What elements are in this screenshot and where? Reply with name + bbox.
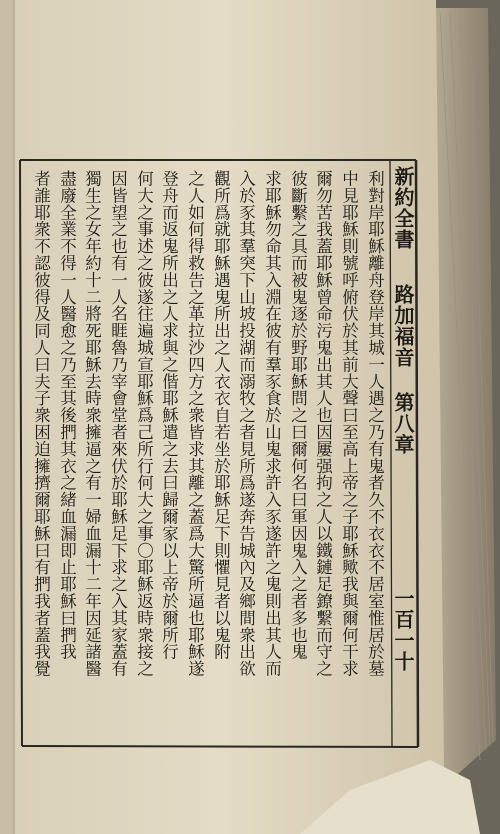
gospel-title: 路加福音 [391, 284, 415, 368]
text-column-4: 彼斷繫之具而被鬼逐於野耶穌問之曰爾何名曰軍因鬼入之者多也鬼 [288, 170, 308, 661]
text-column-6: 入於豕其羣突下山坡投湖而溺牧之者見所爲遂奔告城內及鄉間衆出欲 [236, 170, 256, 677]
page-number: 一百一十 [391, 588, 415, 672]
text-column-1: 利對岸耶穌離舟登岸其城一人遇之乃有鬼者久不衣衣不居室惟居於墓 [365, 170, 385, 677]
text-column-10: 何大之事述之彼遂往遍城宣耶穌爲己所行何大之事〇耶穌返時衆接之 [134, 170, 154, 677]
text-column-2: 中見耶穌則號呼俯伏於其前大聲曰至高上帝之子耶穌歟我與爾何干求 [339, 170, 359, 677]
text-column-5: 求耶穌勿命其入淵在彼有羣豕食於山鬼求許入豕遂許之鬼則出其人而 [262, 170, 282, 677]
text-column-12: 獨生之女年約十二將死耶穌去時衆擁逼之有一婦血漏十二年因延諸醫 [82, 170, 102, 677]
text-column-13: 盡廢全業不得一人醫愈之乃至其後捫其衣之緒血漏即止耶穌曰捫我 [57, 170, 77, 661]
text-column-7: 觀所爲就耶穌遇鬼所出之人衣衣自若坐於耶穌足下則懼見者以鬼附 [211, 170, 231, 661]
chapter-label: 第八章 [391, 392, 415, 455]
left-edge [0, 0, 14, 834]
book-title: 新約全書 [391, 166, 415, 250]
text-column-11: 因皆望之也有一人名睚魯乃宰會堂者來伏於耶穌足下求之入其家蓋有 [108, 170, 128, 677]
text-column-9: 登舟而返鬼所出之人求與之偕耶穌遣之去曰歸爾家以上帝於爾所行 [159, 170, 179, 661]
text-column-14: 者誰耶衆不認彼得及同人曰夫子衆困迫擁擠爾耶穌曰有捫我者蓋我覺 [31, 170, 51, 677]
text-column-8: 之人如何得救告之革拉沙四方之衆皆求其離之蓋爲大驚所逼也耶穌遂 [185, 170, 205, 677]
text-column-3: 爾勿苦我蓋耶穌曾命污鬼出其人也因屢强拘之人以鐵鏈足鐐繫而守之 [313, 170, 333, 677]
